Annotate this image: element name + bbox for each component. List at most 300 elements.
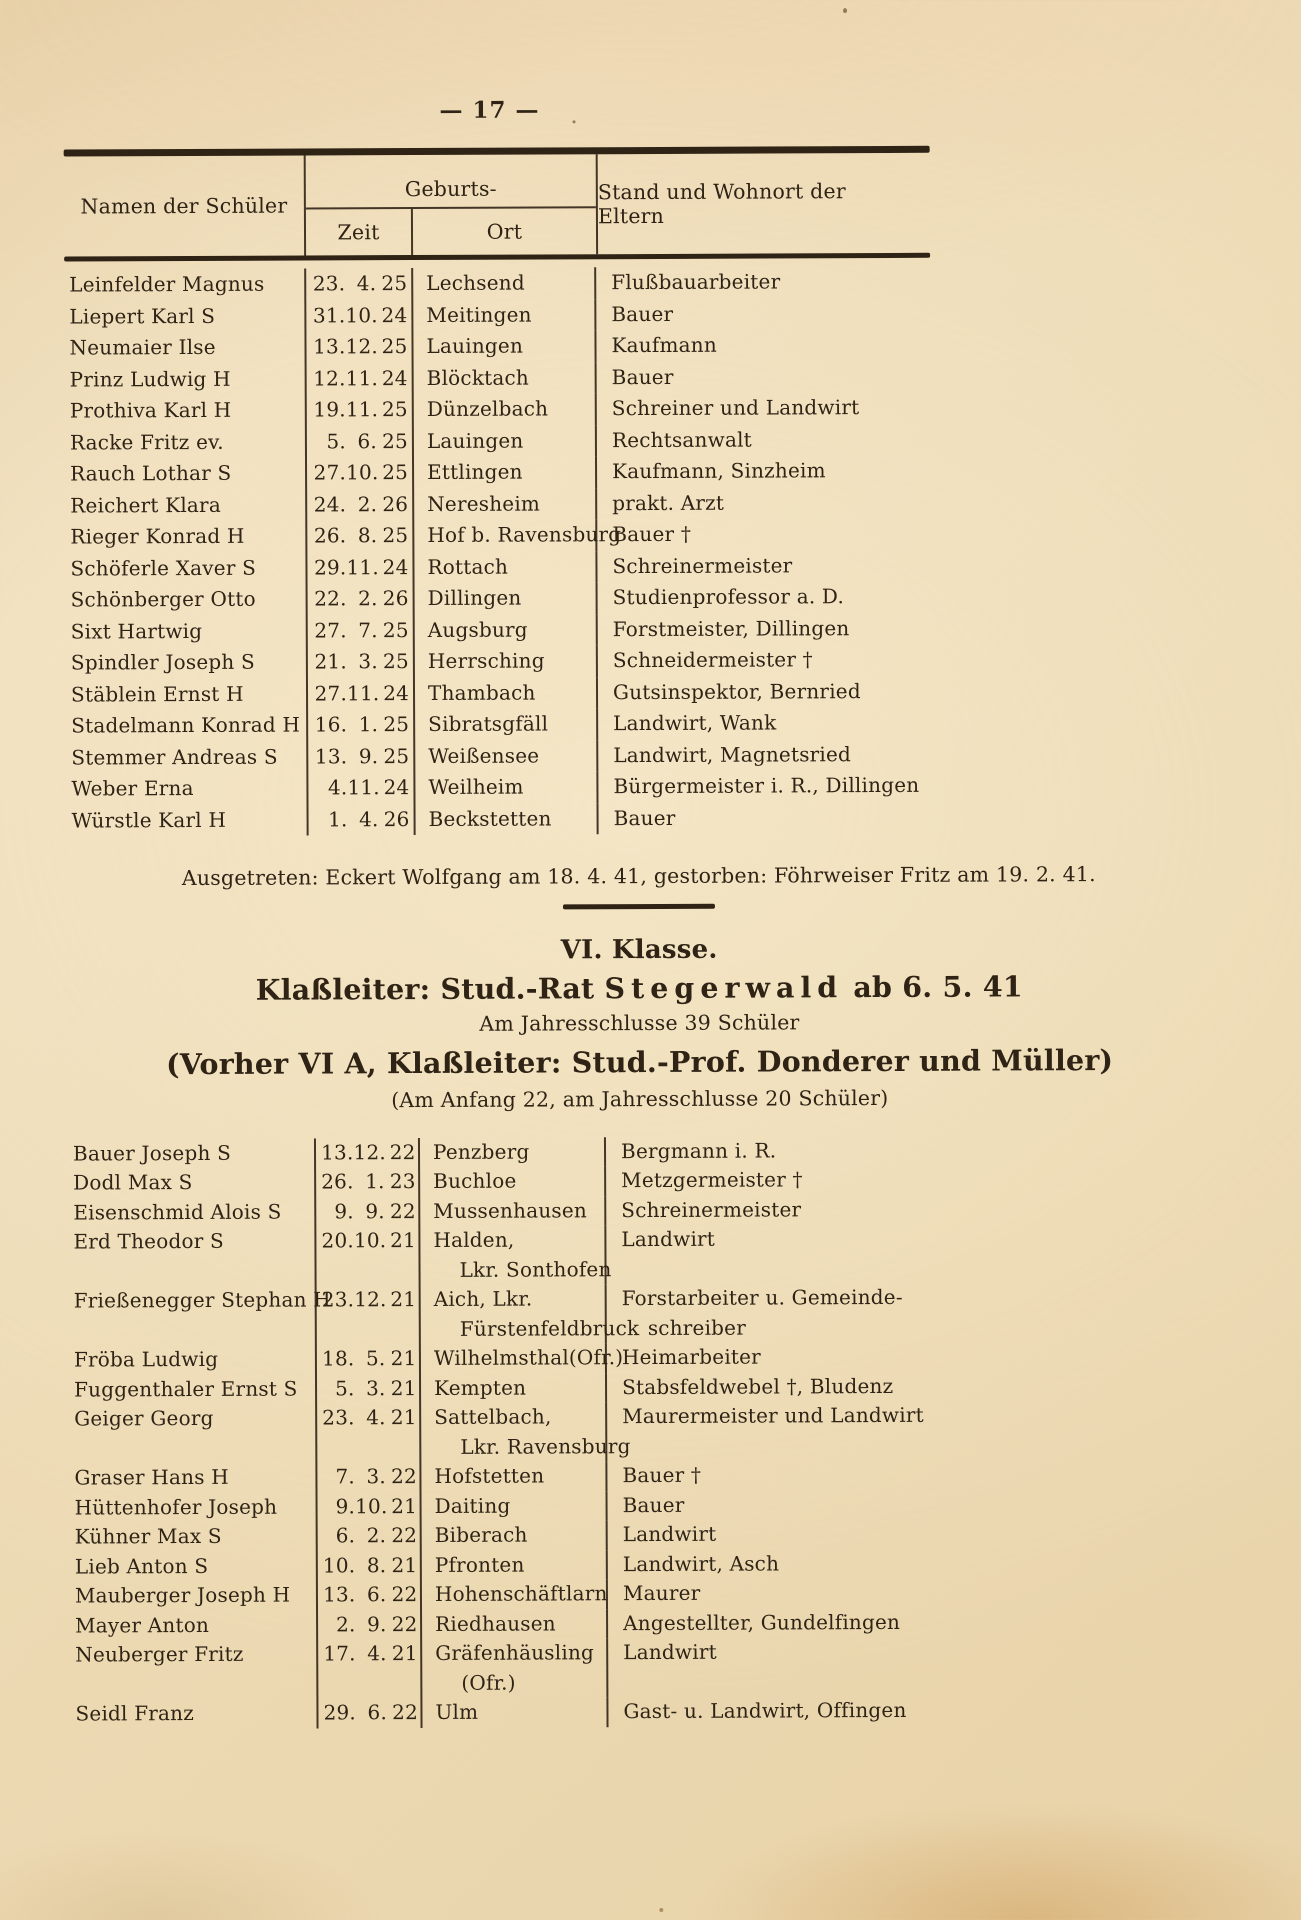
date-part: 4.	[366, 1405, 386, 1430]
birth-date-cell	[317, 1344, 421, 1374]
cell-line: Beckstetten	[428, 805, 552, 831]
date-part: 7.	[335, 1464, 355, 1489]
parent-status-cell	[597, 518, 917, 551]
date-part: 9.	[334, 1198, 354, 1223]
parent-status-cell	[599, 801, 919, 834]
table-row	[70, 1607, 970, 1640]
date-part: 2.	[336, 1611, 356, 1636]
date-part: 26	[383, 806, 410, 831]
date-part: 22	[391, 1523, 418, 1548]
table-body	[68, 1127, 971, 1737]
student-name-cell: Liepert Karl S	[64, 300, 306, 333]
cell-line: Bergmann i. R.	[620, 1137, 777, 1163]
student-name-cell: Reichert Klara	[65, 489, 307, 522]
date-part: 25	[383, 743, 410, 768]
parent-status-cell	[598, 770, 918, 803]
student-name-cell: Neuberger Fritz	[70, 1639, 318, 1699]
table-row	[64, 297, 916, 332]
parent-status-cell	[596, 297, 916, 330]
cell-line: Pfronten	[434, 1552, 525, 1577]
leader-suffix: ab 6. 5. 41	[843, 968, 1023, 1004]
withdrawal-note: Ausgetreten: Eckert Wolfgang am 18. 4. 41, gestorben: Föhrweiser Fritz am 19. 2. 41.	[181, 862, 1096, 891]
cell-line: Schneidermeister †	[612, 647, 813, 673]
cell-line: Schreinermeister	[612, 552, 793, 578]
birth-place-cell	[414, 456, 597, 488]
date-part: 12.	[353, 1139, 386, 1164]
birth-date-cell	[307, 520, 414, 552]
cell-line: Thambach	[427, 680, 536, 705]
birth-place-cell	[420, 1225, 612, 1285]
table-row	[69, 1283, 969, 1346]
date-part: 21	[391, 1493, 418, 1518]
parent-status-cell	[607, 1460, 947, 1491]
table-row	[64, 329, 916, 364]
birth-date-cell	[308, 741, 415, 773]
birth-place-cell	[421, 1461, 607, 1491]
paper-speck	[573, 120, 576, 123]
cell-line: Metzgermeister †	[621, 1167, 803, 1193]
birth-date-cell	[318, 1610, 422, 1640]
date-part: 12.	[313, 365, 346, 390]
birth-date-cell	[317, 1403, 421, 1462]
table-row	[69, 1342, 969, 1375]
parent-status-cell	[598, 675, 918, 708]
cell-line: Neresheim	[427, 490, 541, 516]
cell-line: Sibratsgfäll	[428, 711, 549, 736]
table-row	[64, 266, 916, 301]
date-part: 5.	[326, 428, 346, 453]
cell-line: Mussenhausen	[433, 1197, 588, 1223]
student-name-cell: Stäblein Ernst H	[66, 678, 308, 711]
cell-line: Biberach	[434, 1522, 528, 1547]
student-name-cell: Dodl Max S	[68, 1167, 316, 1198]
date-part: 9.	[335, 1493, 356, 1518]
student-name-cell: Stadelmann Konrad H	[66, 710, 308, 743]
cell-line: Daiting	[434, 1493, 511, 1518]
table-row	[69, 1460, 969, 1493]
cell-line: Bauer	[622, 1492, 685, 1517]
cell-line: Hohenschäftlarn	[434, 1581, 608, 1606]
cell-line: Angestellter, Gundelfingen	[623, 1609, 901, 1635]
leader-prefix: Klaßleiter: Stud.-Rat	[255, 970, 605, 1007]
birth-place-cell	[415, 582, 598, 614]
birth-date-cell	[318, 1639, 422, 1698]
table-body	[64, 258, 919, 843]
pupil-count-line: Am Jahresschlusse 39 Schüler	[479, 1009, 800, 1036]
table-row	[66, 738, 918, 773]
birth-place-cell	[415, 708, 598, 740]
birth-date-cell	[307, 394, 414, 426]
cell-line: Bauer	[611, 301, 674, 326]
date-part: 1.	[328, 806, 348, 831]
table-row	[69, 1401, 969, 1464]
cell-line: Dillingen	[427, 585, 522, 610]
birth-place-cell	[415, 771, 598, 803]
date-part: 12.	[354, 1287, 387, 1312]
birth-date-cell	[318, 1698, 422, 1728]
birth-date-cell	[316, 1226, 420, 1285]
date-part: 10.	[346, 460, 379, 485]
cell-line: Gutsinspektor, Bernried	[612, 678, 861, 704]
date-part: 21	[390, 1287, 417, 1312]
birth-place-cell	[422, 1491, 608, 1521]
birth-place-cell	[414, 425, 597, 457]
class-leader-line	[67, 968, 1211, 1007]
birth-place-cell	[420, 1196, 606, 1226]
cell-line: Studienprofessor a. D.	[612, 584, 845, 610]
birth-place-cell	[421, 1373, 607, 1403]
date-part: 10.	[353, 1228, 387, 1253]
column-header-birth: Geburts-	[306, 154, 596, 209]
cell-line: Kaufmann	[611, 332, 717, 358]
birth-date-cell	[307, 489, 414, 521]
student-name-cell: Neumaier Ilse	[64, 332, 306, 365]
cell-line: Heimarbeiter	[621, 1344, 761, 1370]
table-row	[65, 423, 917, 458]
birth-place-cell	[415, 740, 598, 772]
birth-date-cell	[318, 1551, 422, 1581]
cell-line: Wilhelmsthal(Ofr.)	[433, 1345, 624, 1370]
student-name-cell: Mayer Anton	[70, 1610, 318, 1641]
date-part: 17.	[323, 1641, 356, 1666]
birth-date-cell	[317, 1374, 421, 1404]
date-part: 21.	[314, 649, 347, 674]
birth-place-cell	[415, 614, 598, 646]
student-name-cell: Seidl Franz	[70, 1698, 318, 1729]
birth-place-cell	[414, 519, 622, 551]
student-name-cell: Prinz Ludwig H	[65, 363, 307, 396]
date-part: 24	[383, 680, 410, 705]
cell-line: Landwirt, Wank	[613, 710, 777, 736]
cell-line: Augsburg	[427, 617, 528, 642]
cell-line: Ettlingen	[427, 459, 523, 484]
date-part: 2.	[357, 491, 378, 516]
date-part: 25	[383, 712, 410, 737]
table-row	[66, 612, 918, 647]
date-part: 27.	[314, 680, 348, 705]
cell-line: Lauingen	[426, 428, 524, 453]
date-part: 24.	[313, 491, 347, 516]
leader-name: Stegerwald	[604, 969, 844, 1005]
parent-status-cell	[606, 1165, 946, 1196]
date-part: 22	[391, 1464, 417, 1489]
date-part: 3.	[366, 1464, 386, 1489]
table-row	[68, 1194, 968, 1227]
date-part: 21	[390, 1405, 417, 1430]
student-name-cell: Rieger Konrad H	[65, 521, 307, 554]
birth-date-cell	[307, 552, 414, 584]
date-part: 23.	[322, 1405, 355, 1430]
birth-place-cell	[421, 1343, 624, 1373]
cell-line: Weißensee	[428, 742, 540, 768]
date-part: 8.	[366, 1552, 387, 1577]
cell-line: Landwirt	[623, 1639, 717, 1665]
date-part: 11.	[346, 554, 379, 579]
date-part: 13.	[322, 1582, 356, 1607]
table-row	[68, 1224, 968, 1287]
parent-status-cell	[608, 1578, 948, 1609]
birth-place-cell	[420, 1166, 606, 1196]
cell-line: schreiber	[647, 1315, 746, 1340]
birth-date-cell	[316, 1167, 420, 1197]
date-part: 16.	[314, 712, 348, 737]
birth-date-cell	[307, 363, 414, 395]
cell-line: Bauer	[613, 805, 676, 830]
date-part: 23.	[312, 271, 346, 296]
student-name-cell: Leinfelder Magnus	[64, 269, 306, 302]
cell-line: Gast- u. Landwirt, Offingen	[623, 1697, 907, 1724]
birth-date-cell	[317, 1285, 421, 1344]
birth-place-cell	[422, 1609, 608, 1639]
previous-count-line: (Am Anfang 22, am Jahresschlusse 20 Schüler)	[391, 1085, 889, 1112]
column-header-parents: Stand und Wohnort der Eltern	[596, 153, 916, 254]
birth-date-cell	[318, 1492, 422, 1522]
date-part: 2.	[358, 586, 378, 611]
parent-status-cell	[598, 738, 918, 771]
date-part: 27.	[313, 460, 347, 485]
cell-line: Herrsching	[427, 648, 545, 673]
date-part: 22	[392, 1700, 419, 1725]
student-name-cell: Graser Hans H	[69, 1462, 317, 1493]
date-part: 25	[381, 334, 408, 359]
date-part: 19.	[313, 397, 346, 422]
table-row	[68, 1165, 968, 1198]
birth-place-cell	[421, 1284, 640, 1344]
date-part: 25	[382, 460, 409, 485]
student-name-cell: Fröba Ludwig	[69, 1344, 317, 1375]
student-name-cell: Mauberger Joseph H	[70, 1580, 318, 1611]
date-part: 24	[383, 775, 410, 800]
date-part: 21	[391, 1552, 418, 1577]
date-part: 3.	[366, 1375, 386, 1400]
date-part: 11.	[345, 365, 379, 390]
date-part: 4.	[356, 271, 377, 296]
birth-place-cell	[421, 1402, 631, 1462]
table-row	[66, 770, 918, 805]
date-part: 18.	[321, 1346, 355, 1371]
birth-place-cell	[414, 393, 597, 425]
cell-line: Dünzelbach	[426, 396, 549, 421]
birth-date-cell	[309, 804, 416, 836]
date-part: 24	[381, 302, 408, 327]
date-part: 6.	[366, 1582, 387, 1607]
student-name-cell: Rauch Lothar S	[65, 458, 307, 491]
date-part: 25	[381, 271, 408, 296]
birth-date-cell	[308, 772, 415, 804]
student-name-cell: Eisenschmid Alois S	[68, 1197, 316, 1228]
birth-date-cell	[308, 583, 415, 615]
cell-line: Fürstenfeldbruck	[459, 1315, 640, 1341]
date-part: 26.	[313, 523, 347, 548]
date-part: 5.	[335, 1375, 355, 1400]
cell-line: Schreinermeister	[621, 1196, 802, 1222]
date-part: 22	[391, 1582, 418, 1607]
birth-place-cell	[422, 1697, 608, 1727]
student-name-cell: Frießenegger Stephan H	[69, 1285, 317, 1345]
cell-line: Penzberg	[432, 1139, 530, 1164]
parent-status-cell	[607, 1283, 947, 1343]
table-row	[65, 518, 917, 553]
column-header-names: Namen der Schüler	[64, 156, 306, 257]
date-part: 21	[390, 1375, 417, 1400]
birth-date-cell	[307, 426, 414, 458]
parent-status-cell	[598, 581, 918, 614]
date-part: 13.	[321, 1139, 354, 1164]
table-row	[66, 644, 918, 679]
student-name-cell: Weber Erna	[66, 773, 308, 806]
parent-status-cell	[596, 266, 916, 299]
cell-line: Flußbauarbeiter	[611, 269, 781, 295]
date-part: 9.	[367, 1611, 387, 1636]
parent-status-cell	[608, 1489, 948, 1520]
table-row	[65, 392, 917, 427]
student-name-cell: Geiger Georg	[69, 1403, 317, 1463]
date-part: 6.	[357, 428, 377, 453]
parent-status-cell	[598, 612, 918, 645]
birth-place-cell	[420, 1137, 606, 1167]
student-name-cell: Spindler Joseph S	[66, 647, 308, 680]
student-name-cell: Schöferle Xaver S	[65, 552, 307, 585]
cell-line: Rottach	[427, 554, 509, 579]
table-row	[70, 1578, 970, 1611]
birth-place-cell	[413, 299, 596, 331]
date-part: 12.	[345, 334, 378, 359]
birth-date-cell	[306, 268, 413, 300]
birth-date-cell	[308, 678, 415, 710]
section-divider	[563, 904, 715, 909]
date-part: 21	[389, 1228, 416, 1253]
cell-line: Kempten	[433, 1375, 527, 1400]
table-row	[67, 801, 919, 836]
date-part: 26.	[321, 1169, 354, 1194]
table-row	[65, 486, 917, 521]
birth-date-cell	[316, 1138, 420, 1168]
student-table-vi-klasse	[68, 1127, 971, 1737]
student-name-cell: Hüttenhofer Joseph	[70, 1492, 318, 1523]
birth-place-cell	[414, 551, 597, 583]
cell-line: Schreiner und Landwirt	[611, 395, 860, 421]
cell-line: Landwirt	[621, 1226, 716, 1252]
cell-line: Kaufmann, Sinzheim	[612, 458, 826, 484]
birth-date-cell	[307, 457, 414, 489]
cell-line: Maurer	[622, 1580, 701, 1606]
paper-speck	[843, 8, 847, 13]
date-part: 4.	[367, 1641, 387, 1666]
date-part: 10.	[322, 1552, 356, 1577]
date-part: 13.	[313, 334, 346, 359]
cell-line: Meitingen	[426, 302, 532, 327]
student-name-cell: Bauer Joseph S	[68, 1138, 316, 1169]
parent-status-cell	[608, 1519, 948, 1550]
date-part: 4.	[359, 806, 379, 831]
table-row	[68, 1135, 968, 1168]
date-part: 1.	[365, 1169, 385, 1194]
date-part: 20.	[321, 1228, 354, 1253]
student-name-cell: Schönberger Otto	[66, 584, 308, 617]
birth-place-cell	[422, 1520, 608, 1550]
table-row	[65, 455, 917, 490]
date-part: 9.	[365, 1198, 385, 1223]
birth-date-cell	[308, 615, 415, 647]
cell-line: Buchloe	[433, 1168, 517, 1193]
date-part: 22	[389, 1139, 416, 1164]
cell-line: Sattelbach,	[434, 1404, 552, 1429]
parent-status-cell	[606, 1194, 946, 1225]
parent-status-cell	[608, 1696, 948, 1727]
date-part: 21	[391, 1641, 418, 1666]
birth-date-cell	[306, 300, 413, 332]
birth-date-cell	[316, 1197, 420, 1227]
birth-date-cell	[306, 331, 413, 363]
birth-place-cell	[414, 488, 597, 520]
cell-line: Forstmeister, Dillingen	[612, 615, 850, 641]
cell-line: Weilheim	[428, 774, 524, 799]
date-part: 10.	[355, 1493, 388, 1518]
student-name-cell: Fuggenthaler Ernst S	[69, 1374, 317, 1405]
cell-line: Bauer †	[612, 521, 692, 547]
cell-line: Ulm	[435, 1699, 479, 1724]
cell-line: Lechsend	[426, 270, 525, 295]
birth-place-cell	[422, 1550, 608, 1580]
student-name-cell: Kühner Max S	[70, 1521, 318, 1552]
parent-status-cell	[608, 1548, 948, 1579]
previous-class-line: (Vorher VI A, Klaßleiter: Stud.-Prof. Donderer und Müller)	[165, 1042, 1114, 1081]
date-part: 7.	[358, 617, 378, 642]
birth-date-cell	[317, 1462, 421, 1492]
cell-line: Landwirt	[622, 1521, 717, 1547]
cell-line: (Ofr.)	[461, 1670, 516, 1695]
date-part: 11.	[347, 775, 380, 800]
birth-place-cell	[416, 803, 599, 835]
cell-line: Lauingen	[426, 333, 524, 358]
student-name-cell: Erd Theodor S	[68, 1226, 316, 1286]
student-table-v-klasse	[64, 146, 919, 843]
date-part: 29.	[323, 1700, 357, 1725]
section-title: VI. Klasse.	[560, 934, 718, 965]
table-header	[64, 153, 916, 257]
date-part: 29.	[313, 554, 347, 579]
table-row	[70, 1637, 970, 1700]
parent-status-cell	[608, 1607, 948, 1638]
table-row	[66, 675, 918, 710]
cell-line: Landwirt, Magnetsried	[613, 741, 852, 767]
table-row	[69, 1371, 969, 1404]
parent-status-cell	[607, 1401, 947, 1461]
student-name-cell: Sixt Hartwig	[66, 615, 308, 648]
table-row	[66, 707, 918, 742]
cell-line: Bauer	[611, 364, 674, 389]
parent-status-cell	[607, 1342, 947, 1373]
date-part: 26	[382, 586, 409, 611]
cell-line: Blöcktach	[426, 365, 530, 390]
date-part: 4.	[327, 775, 348, 800]
date-part: 11.	[346, 680, 380, 705]
table-row	[66, 581, 918, 616]
date-part: 1.	[358, 712, 379, 737]
column-header-time: Zeit	[306, 209, 413, 255]
date-part: 24	[381, 365, 408, 390]
date-part: 21	[390, 1346, 417, 1371]
date-part: 22	[389, 1198, 416, 1223]
student-name-cell: Prothiva Karl H	[65, 395, 307, 428]
date-part: 2.	[366, 1523, 387, 1548]
date-part: 25	[381, 397, 408, 422]
parent-status-cell	[607, 1371, 947, 1402]
table-row	[65, 360, 917, 395]
date-part: 23.	[321, 1287, 355, 1312]
cell-line: Riedhausen	[435, 1610, 556, 1636]
parent-status-cell	[598, 644, 918, 677]
